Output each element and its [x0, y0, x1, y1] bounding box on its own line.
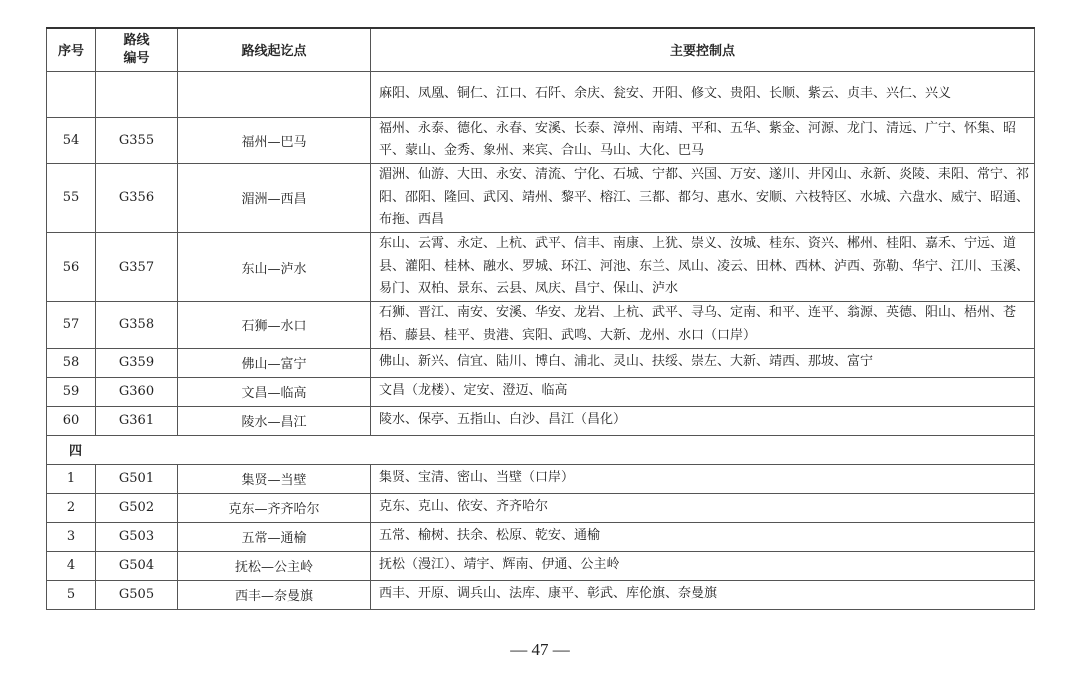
row-name: 集贤—当壁: [178, 464, 371, 493]
table-row: [47, 406, 1035, 435]
row-code: G358: [96, 302, 178, 348]
row-no: 3: [47, 522, 96, 551]
row-no: 4: [47, 551, 96, 580]
row-no: 57: [47, 302, 96, 348]
table-row: [47, 302, 1035, 348]
page-number: — 47 —: [510, 640, 570, 659]
row-name: 五常—通榆: [178, 522, 371, 551]
row-name: 东山—泸水: [178, 233, 371, 302]
header-seq: 序号: [47, 28, 96, 71]
row-code: G356: [96, 163, 178, 232]
row-code: G360: [96, 377, 178, 406]
table-row: [47, 233, 1035, 302]
row-no: 56: [47, 233, 96, 302]
table-row: [47, 348, 1035, 377]
row-code: G357: [96, 233, 178, 302]
row-code: G355: [96, 117, 178, 163]
row-points: 东山、云霄、永定、上杭、武平、信丰、南康、上犹、崇义、汝城、桂东、资兴、郴州、桂阳、嘉禾、宁远、道县、灌阳、桂林、融水、罗城、环江、河池、东兰、凤山、凌云、田林、西林、泸西、弥勒、华宁、江川、玉溪、易门、双柏、景东、云县、凤庆、昌宁、保山、泸水: [371, 233, 1035, 302]
row-points: 麻阳、凤凰、铜仁、江口、石阡、余庆、瓮安、开阳、修文、贵阳、长顺、紫云、贞丰、兴仁、兴义: [371, 71, 1035, 117]
row-code: [96, 71, 178, 117]
row-no: 54: [47, 117, 96, 163]
row-name: 石狮—水口: [178, 302, 371, 348]
row-name: [178, 71, 371, 117]
table-row: [47, 377, 1035, 406]
table-row: [47, 522, 1035, 551]
row-name: 抚松—公主岭: [178, 551, 371, 580]
row-code: G502: [96, 493, 178, 522]
row-points: 集贤、宝清、密山、当壁（口岸）: [371, 464, 1035, 493]
highway-route-table: [46, 27, 1035, 610]
table-header-row: [47, 28, 1035, 71]
row-code: G504: [96, 551, 178, 580]
row-points: 湄洲、仙游、大田、永安、清流、宁化、石城、宁都、兴国、万安、遂川、井冈山、永新、炎陵、耒阳、常宁、祁阳、邵阳、隆回、武冈、靖州、黎平、榕江、三都、都匀、惠水、安顺、六枝特区、水城、六盘水、威宁、昭通、布拖、西昌: [371, 163, 1035, 232]
row-name: 文昌—临高: [178, 377, 371, 406]
row-points: 西丰、开原、调兵山、法库、康平、彰武、库伦旗、奈曼旗: [371, 580, 1035, 609]
row-no: 55: [47, 163, 96, 232]
table-row: [47, 163, 1035, 232]
row-points: 石狮、晋江、南安、安溪、华安、龙岩、上杭、武平、寻乌、定南、和平、连平、翁源、英德、阳山、梧州、苍梧、藤县、桂平、贵港、宾阳、武鸣、大新、龙州、水口（口岸）: [371, 302, 1035, 348]
header-code: [96, 28, 178, 71]
table-row: [47, 71, 1035, 117]
table-row: [47, 117, 1035, 163]
row-points: 五常、榆树、扶余、松原、乾安、通榆: [371, 522, 1035, 551]
row-no: 59: [47, 377, 96, 406]
row-code: G361: [96, 406, 178, 435]
row-name: 西丰—奈曼旗: [178, 580, 371, 609]
table-row: [47, 580, 1035, 609]
row-name: 陵水—昌江: [178, 406, 371, 435]
row-no: 1: [47, 464, 96, 493]
row-no: 58: [47, 348, 96, 377]
row-code: G505: [96, 580, 178, 609]
section-row: [47, 435, 1035, 464]
row-code: G503: [96, 522, 178, 551]
row-no: [47, 71, 96, 117]
row-points: 文昌（龙楼）、定安、澄迈、临高: [371, 377, 1035, 406]
row-points: 克东、克山、依安、齐齐哈尔: [371, 493, 1035, 522]
row-code: G359: [96, 348, 178, 377]
row-points: 福州、永泰、德化、永春、安溪、长泰、漳州、南靖、平和、五华、紫金、河源、龙门、清远、广宁、怀集、昭平、蒙山、金秀、象州、来宾、合山、马山、大化、巴马: [371, 117, 1035, 163]
row-no: 5: [47, 580, 96, 609]
row-name: 湄洲—西昌: [178, 163, 371, 232]
table-row: [47, 464, 1035, 493]
section-label: 四: [47, 435, 1035, 464]
header-code-text: 路线编号: [123, 32, 150, 66]
row-code: G501: [96, 464, 178, 493]
row-points: 抚松（漫江）、靖宇、辉南、伊通、公主岭: [371, 551, 1035, 580]
table-row: [47, 551, 1035, 580]
row-no: 2: [47, 493, 96, 522]
header-name: 路线起讫点: [178, 28, 371, 71]
table-row: [47, 493, 1035, 522]
header-points: 主要控制点: [371, 28, 1035, 71]
row-no: 60: [47, 406, 96, 435]
row-name: 佛山—富宁: [178, 348, 371, 377]
row-name: 福州—巴马: [178, 117, 371, 163]
row-points: 佛山、新兴、信宜、陆川、博白、浦北、灵山、扶绥、崇左、大新、靖西、那坡、富宁: [371, 348, 1035, 377]
row-points: 陵水、保亭、五指山、白沙、昌江（昌化）: [371, 406, 1035, 435]
row-name: 克东—齐齐哈尔: [178, 493, 371, 522]
